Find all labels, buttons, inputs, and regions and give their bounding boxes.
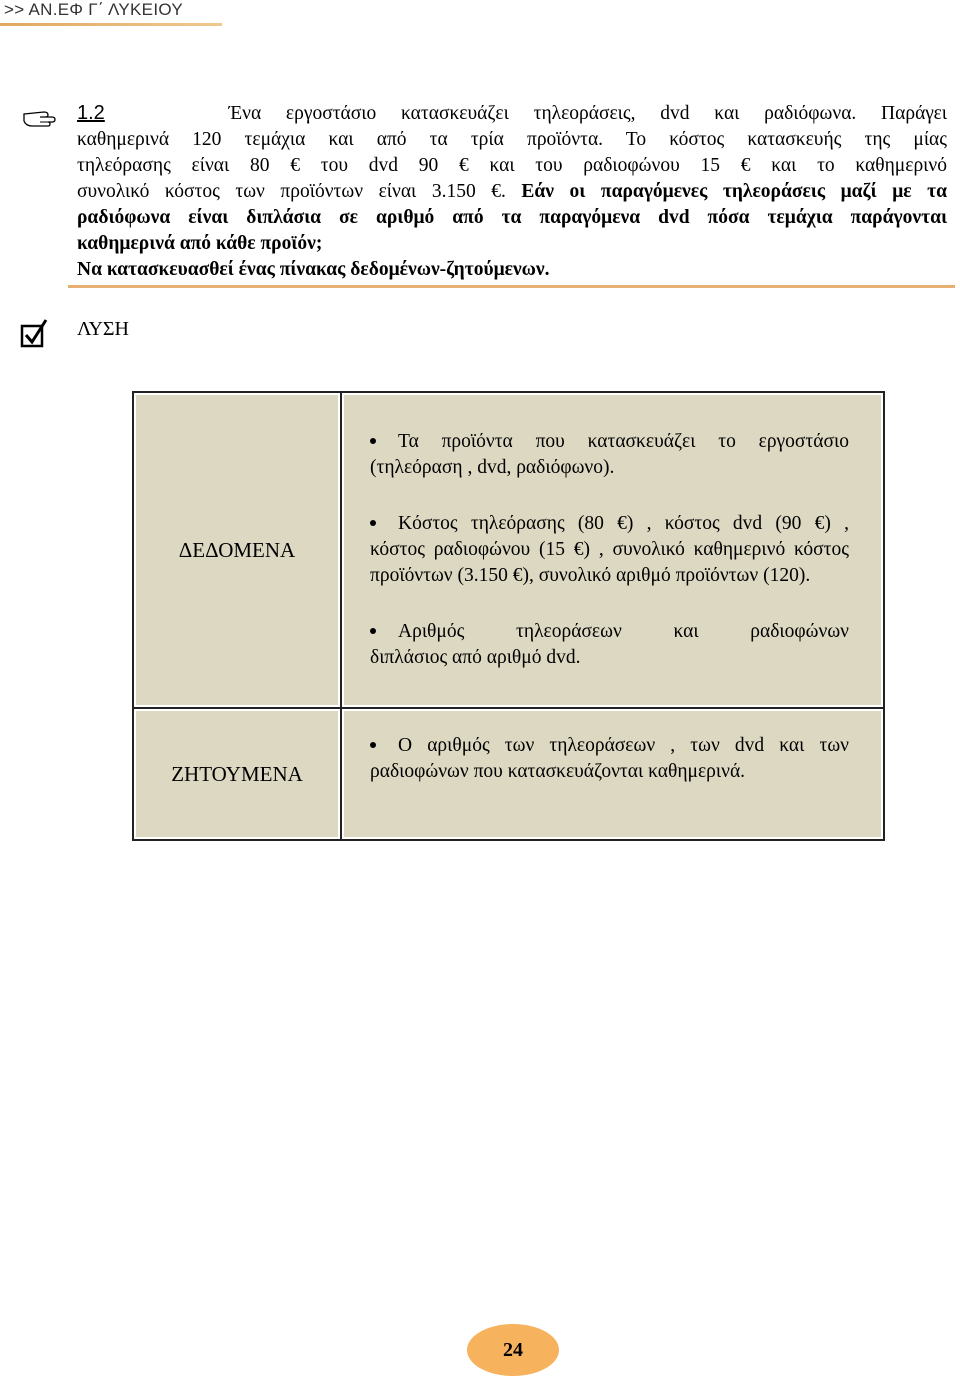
problem-statement (77, 100, 947, 283)
header-title: >> ΑΝ.ΕΦ Γ΄ ΛΥΚΕΙΟΥ (4, 0, 183, 19)
problem-line-5: ραδιόφωνα είναι διπλάσια σε αριθμό από τα παραγόμενα dvd πόσα τεμάχια παράγονται (77, 207, 947, 228)
solution-label: ΛΥΣΗ (77, 318, 129, 340)
checkbox-checked-icon (20, 318, 48, 348)
problem-line-4: συνολικό κόστος των προϊόντων είναι 3.150 €. Εάν οι παραγόμενες τηλεοράσεις μαζί με τα (77, 181, 947, 202)
bullet-icon (370, 628, 376, 634)
problem-line-1: 1.2 Ένα εργοστάσιο κατασκευάζει τηλεοράσεις, dvd και ραδιόφωνα. Παράγει (77, 102, 948, 124)
problem-line-3: τηλεόρασης είναι 80 € του dvd 90 € και του ραδιοφώνου 15 € και το καθημερινό (77, 155, 947, 176)
bullet-icon (370, 742, 376, 748)
bullet-icon (370, 520, 376, 526)
wanted-label: ΖΗΤΟΥΜΕΝΑ (133, 708, 341, 840)
wanted-content (341, 708, 884, 840)
section-divider (68, 285, 955, 288)
problem-number: 1.2 (77, 102, 105, 124)
given-row (133, 392, 884, 708)
given-item-1: Τα προϊόντα που κατασκευάζει το εργοστάσιο (τηλεόραση , dvd, ραδιόφωνο). (370, 431, 849, 478)
page-number: 24 (467, 1324, 559, 1376)
pointing-hand-icon (22, 104, 58, 128)
wanted-item-1: Ο αριθμός των τηλεοράσεων , των dvd και των ραδιοφώνων που κατασκευάζονται καθημερινά. (370, 735, 849, 782)
given-item-3: Αριθμός τηλεοράσεων και ραδιοφώνων διπλάσιος από αριθμό dvd. (370, 621, 849, 668)
bullet-icon (370, 438, 376, 444)
problem-line-2: καθημερινά 120 τεμάχια και από τα τρία προϊόντα. Το κόστος κατασκευής της μίας (77, 129, 947, 150)
problem-line-6: καθημερινά από κάθε προϊόν; (77, 233, 323, 254)
problem-line-7: Να κατασκευασθεί ένας πίνακας δεδομένων-ζητούμενων. (77, 259, 550, 280)
given-label: ΔΕΔΟΜΕΝΑ (133, 392, 341, 708)
wanted-row (133, 708, 884, 840)
given-content (341, 392, 884, 708)
header-underline (0, 23, 222, 26)
given-wanted-table (132, 391, 885, 841)
given-item-2: Κόστος τηλεόρασης (80 €) , κόστος dvd (90 €) , κόστος ραδιοφώνου (15 €) , συνολικό καθημερινό κόστος προϊόντων (3.150 €), συνολικό αριθμό προϊόντων (120). (370, 513, 849, 586)
